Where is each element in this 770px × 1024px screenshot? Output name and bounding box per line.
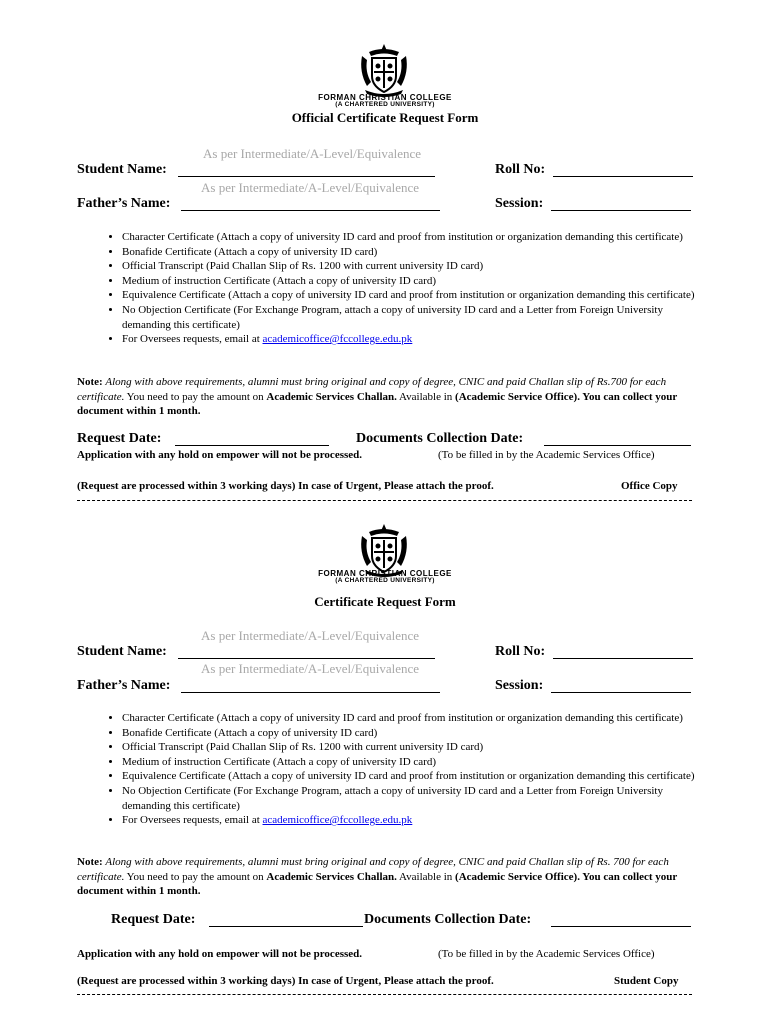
- student-name-hint: As per Intermediate/A-Level/Equivalence: [203, 146, 422, 161]
- father-name-label: Father’s Name:: [77, 196, 171, 211]
- collection-date-label: Documents Collection Date:: [364, 912, 532, 927]
- session-field[interactable]: [551, 692, 691, 693]
- session-label: Session:: [495, 196, 544, 211]
- office-fill-note: (To be filled in by the Academic Services Office): [438, 449, 655, 461]
- certificate-list: [96, 711, 712, 828]
- list-item: • Equivalence Certificate (Attach a copy of university ID card and proof from institution or organization demanding this certificate): [122, 288, 712, 303]
- father-name-field[interactable]: [181, 692, 440, 693]
- student-name-label: Student Name:: [77, 644, 167, 659]
- note-label: Note:: [77, 376, 103, 388]
- college-subtitle: (A CHARTERED UNIVERSITY): [335, 101, 435, 108]
- hold-notice: Application with any hold on empower will not be processed.: [77, 449, 363, 461]
- list-item-oversees: [122, 813, 712, 828]
- request-date-label: Request Date:: [77, 431, 162, 446]
- student-name-hint: As per Intermediate/A-Level/Equivalence: [201, 628, 420, 643]
- father-name-label: Father’s Name:: [77, 678, 171, 693]
- hold-notice: Application with any hold on empower will not be processed.: [77, 948, 363, 960]
- student-name-label: Student Name:: [77, 162, 167, 177]
- college-name-block: [300, 569, 470, 584]
- note-paragraph: [77, 375, 697, 419]
- note-italic: Along with above requirements, alumni must bring original and copy of degree, CNIC and paid Challan slip of Rs.700 for each certificate.: [77, 376, 667, 403]
- list-item: • Character Certificate (Attach a copy of university ID card and proof from institution or organization demanding this certificate): [122, 711, 712, 726]
- college-name: FORMAN CHRISTIAN COLLEGE: [318, 93, 452, 102]
- request-date-field[interactable]: [175, 445, 329, 446]
- request-date-field[interactable]: [209, 926, 363, 927]
- list-item: • Medium of instruction Certificate (Attach a copy of university ID card): [122, 755, 712, 770]
- oversees-text: For Oversees requests, email at: [122, 333, 263, 346]
- note-text: Available in: [396, 390, 456, 403]
- note-paragraph: [77, 855, 697, 899]
- roll-no-field[interactable]: [553, 658, 693, 659]
- note-text: You need to pay the amount on: [124, 390, 267, 403]
- roll-no-label: Roll No:: [495, 644, 546, 659]
- college-crest-icon: [357, 42, 411, 98]
- list-item: • Bonafide Certificate (Attach a copy of university ID card): [122, 726, 712, 741]
- note-bold: Academic Services Challan.: [266, 870, 397, 883]
- father-name-field[interactable]: [181, 210, 440, 211]
- father-name-hint: As per Intermediate/A-Level/Equivalence: [201, 180, 420, 195]
- roll-no-field[interactable]: [553, 176, 693, 177]
- list-item: • No Objection Certificate (For Exchange Program, attach a copy of university ID card and a Letter from Foreign University demanding this certificate): [122, 784, 712, 813]
- request-date-label: Request Date:: [111, 912, 196, 927]
- collection-date-field[interactable]: [544, 445, 691, 446]
- list-item: • Character Certificate (Attach a copy of university ID card and proof from institution or organization demanding this certificate): [122, 230, 712, 245]
- oversees-text: For Oversees requests, email at: [122, 814, 263, 827]
- college-name: FORMAN CHRISTIAN COLLEGE: [318, 569, 452, 578]
- form-title: Certificate Request Form: [314, 594, 456, 609]
- form-title: Official Certificate Request Form: [291, 110, 479, 125]
- college-name-block: [300, 93, 470, 108]
- list-item: • Equivalence Certificate (Attach a copy of university ID card and proof from institution or organization demanding this certificate): [122, 769, 712, 784]
- note-text: Available in: [396, 870, 456, 883]
- cut-line: [77, 500, 692, 501]
- collection-date-label: Documents Collection Date:: [356, 431, 524, 446]
- email-link[interactable]: academicoffice@fccollege.edu.pk: [262, 333, 413, 346]
- roll-no-label: Roll No:: [495, 162, 546, 177]
- list-item: • Official Transcript (Paid Challan Slip of Rs. 1200 with current university ID card): [122, 740, 712, 755]
- processing-notice: (Request are processed within 3 working days) In case of Urgent, Please attach the proof.: [77, 480, 494, 492]
- session-field[interactable]: [551, 210, 691, 211]
- office-copy-form: [0, 0, 770, 510]
- student-copy-form: [0, 512, 770, 1024]
- copy-label: Student Copy: [614, 975, 679, 987]
- office-fill-note: (To be filled in by the Academic Services Office): [438, 948, 655, 960]
- note-text: You need to pay the amount on: [124, 870, 267, 883]
- father-name-hint: As per Intermediate/A-Level/Equivalence: [201, 661, 420, 676]
- college-subtitle: (A CHARTERED UNIVERSITY): [335, 577, 435, 584]
- cut-line: [77, 994, 692, 995]
- note-bold: (Academic Service Office). You can collect your document within 1 month.: [77, 390, 678, 418]
- note-label: Note:: [77, 856, 103, 868]
- session-label: Session:: [495, 678, 544, 693]
- copy-label: Office Copy: [621, 480, 678, 492]
- note-bold: Academic Services Challan.: [266, 390, 397, 403]
- list-item: • Official Transcript (Paid Challan Slip of Rs. 1200 with current university ID card): [122, 259, 712, 274]
- note-italic: Along with above requirements, alumni must bring original and copy of degree, CNIC and paid Challan slip of Rs. 700 for each certificate.: [77, 856, 669, 883]
- collection-date-field[interactable]: [551, 926, 691, 927]
- list-item: • Medium of instruction Certificate (Attach a copy of university ID card): [122, 274, 712, 289]
- list-item-oversees: [122, 332, 712, 347]
- email-link[interactable]: academicoffice@fccollege.edu.pk: [262, 814, 413, 827]
- note-bold: (Academic Service Office). You can collect your document within 1 month.: [77, 870, 678, 898]
- student-name-field[interactable]: [178, 658, 435, 659]
- processing-notice: (Request are processed within 3 working days) In case of Urgent, Please attach the proof.: [77, 975, 494, 987]
- certificate-list: [96, 230, 712, 347]
- list-item: • Bonafide Certificate (Attach a copy of university ID card): [122, 245, 712, 260]
- student-name-field[interactable]: [178, 176, 435, 177]
- list-item: • No Objection Certificate (For Exchange Program, attach a copy of university ID card and a Letter from Foreign University demanding this certificate): [122, 303, 712, 332]
